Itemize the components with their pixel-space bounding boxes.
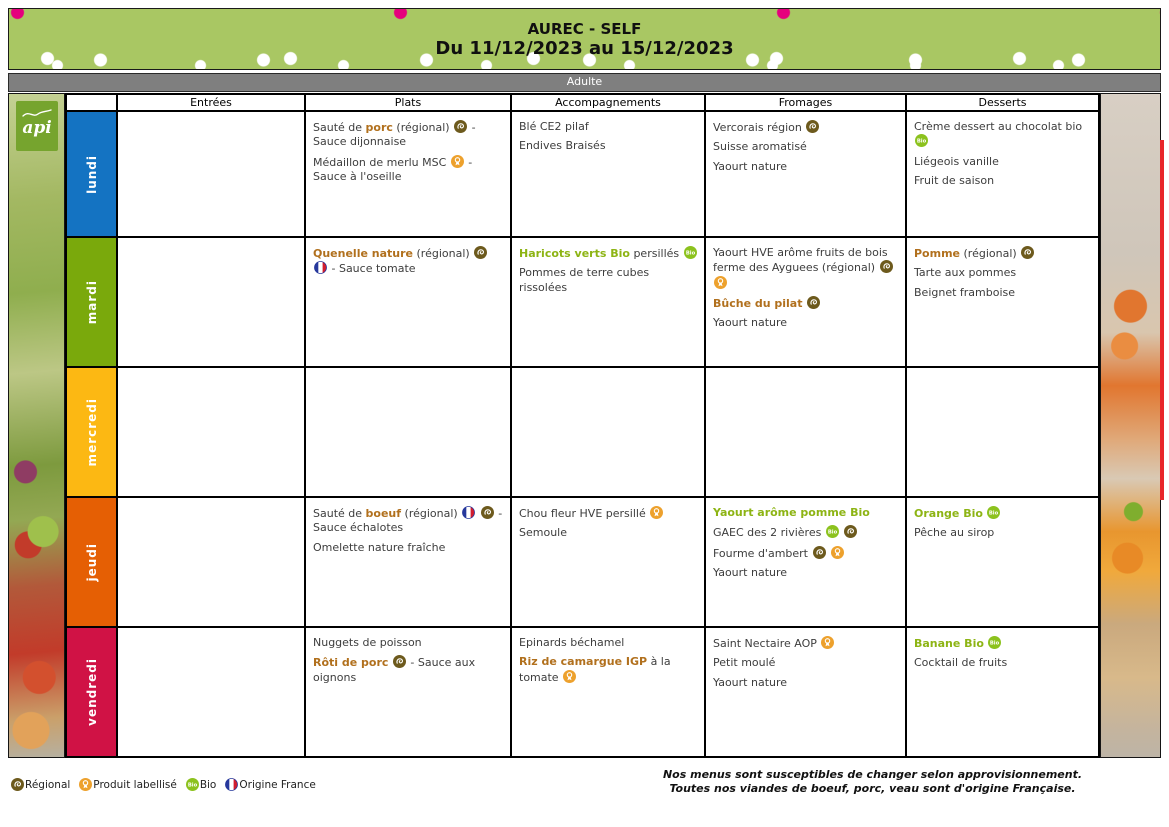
menu-cell-lundi-accompagnements xyxy=(511,111,705,237)
regional-icon xyxy=(11,778,24,791)
red-edge-line xyxy=(1160,140,1164,500)
dish-text: - Sauce aux oignons xyxy=(313,656,476,684)
dish-text: (régional) xyxy=(401,507,462,520)
menu-item xyxy=(313,636,504,650)
dish-text: Sauté de xyxy=(313,121,366,134)
dish-text: (régional) xyxy=(960,247,1021,260)
dish-name: Banane Bio xyxy=(914,637,984,650)
footer-note-line: Nos menus sont susceptibles de changer selon approvisionnement. xyxy=(662,768,1083,781)
dish-text: Beignet framboise xyxy=(914,285,1016,299)
dish-name: Quenelle nature xyxy=(313,247,413,260)
left-photo-strip xyxy=(8,93,65,758)
menu-item xyxy=(914,174,1092,188)
menu-cell-mardi-fromages xyxy=(705,237,906,367)
dish-text: Suisse aromatisé xyxy=(713,140,807,154)
dish-text: Yaourt nature xyxy=(713,159,788,173)
menu-cell-mercredi-accompagnements xyxy=(511,367,705,497)
menu-cell-jeudi-desserts xyxy=(906,497,1099,627)
dish-text: Semoule xyxy=(519,526,567,540)
column-header-accompagnements: Accompagnements xyxy=(511,94,705,111)
day-label: mardi xyxy=(84,279,99,325)
right-photo-strip xyxy=(1100,93,1161,758)
regional-icon xyxy=(844,525,857,538)
menu-item xyxy=(914,656,1092,670)
menu-cell-lundi-entrees xyxy=(117,111,305,237)
dish-text: Sauté de xyxy=(313,507,366,520)
dish-name: Orange Bio xyxy=(914,507,983,520)
menu-item xyxy=(713,546,899,561)
dish-text: persillés xyxy=(629,247,683,260)
day-label: lundi xyxy=(84,154,99,194)
menu-item xyxy=(519,120,698,134)
menu-item xyxy=(713,636,899,651)
menu-cell-vendredi-fromages xyxy=(705,627,906,757)
dish-text: Endives Braisés xyxy=(519,139,606,153)
day-label: jeudi xyxy=(84,542,99,582)
menu-cell-jeudi-plats xyxy=(305,497,511,627)
menu-item xyxy=(713,246,899,291)
dish-text: Epinards béchamel xyxy=(519,636,625,649)
regional-icon xyxy=(1021,246,1034,259)
footer-note-line: Toutes nos viandes de boeuf, porc, veau sont d'origine Française. xyxy=(669,782,1076,795)
legend-item-regional xyxy=(10,778,70,791)
menu-item xyxy=(914,155,1092,169)
menu-item xyxy=(914,246,1092,261)
column-header-desserts: Desserts xyxy=(906,94,1099,111)
menu-cell-mercredi-desserts xyxy=(906,367,1099,497)
legend-label: Produit labellisé xyxy=(93,778,177,791)
icon-legend xyxy=(10,778,324,791)
menu-item xyxy=(519,506,698,521)
bio-icon xyxy=(826,525,839,538)
day-label: mercredi xyxy=(84,397,99,467)
dish-name: boeuf xyxy=(365,507,402,520)
legend-label: Régional xyxy=(25,778,71,791)
legend-item-france xyxy=(224,778,315,791)
dish-text: - Sauce échalotes xyxy=(313,507,503,535)
legend-item-label xyxy=(78,778,177,791)
bio-icon xyxy=(915,134,928,147)
dish-text: Yaourt nature xyxy=(713,316,788,330)
regional-icon xyxy=(806,120,819,133)
menu-banner xyxy=(8,8,1161,70)
menu-cell-lundi-desserts xyxy=(906,111,1099,237)
dish-text: Tarte aux pommes xyxy=(914,266,1017,280)
regional-icon xyxy=(393,655,406,668)
column-header-plats: Plats xyxy=(305,94,511,111)
label-icon xyxy=(563,670,576,683)
dish-text: - Sauce dijonnaise xyxy=(313,121,476,149)
menu-item xyxy=(713,525,899,540)
menu-item xyxy=(914,266,1092,280)
dish-text xyxy=(840,526,844,539)
dish-text: Vercorais région xyxy=(713,121,806,134)
menu-item xyxy=(914,526,1092,540)
bio-icon xyxy=(684,246,697,259)
menu-item xyxy=(713,676,899,690)
dish-text: Omelette nature fraîche xyxy=(313,540,446,554)
dish-text: Petit moulé xyxy=(713,656,776,670)
menu-cell-mardi-desserts xyxy=(906,237,1099,367)
regional-icon xyxy=(481,506,494,519)
bio-icon xyxy=(987,506,1000,519)
label-icon xyxy=(714,276,727,289)
france-icon xyxy=(314,261,327,274)
menu-item xyxy=(713,160,899,174)
day-cell-vendredi xyxy=(66,627,117,757)
legend-label: Origine France xyxy=(239,778,316,791)
menu-cell-lundi-fromages xyxy=(705,111,906,237)
dish-name: Bûche du pilat xyxy=(713,296,803,310)
dish-text: Yaourt nature xyxy=(713,675,788,689)
menu-cell-vendredi-plats xyxy=(305,627,511,757)
dish-text: (régional) xyxy=(392,121,454,134)
menu-item xyxy=(713,120,899,135)
menu-cell-jeudi-entrees xyxy=(117,497,305,627)
dish-text xyxy=(827,547,831,560)
label-icon xyxy=(79,778,92,791)
corner-cell xyxy=(66,94,117,111)
menu-cell-jeudi-accompagnements xyxy=(511,497,705,627)
menu-item xyxy=(713,566,899,580)
menu-item xyxy=(713,506,899,520)
dish-name: Pomme xyxy=(914,247,961,260)
menu-item xyxy=(519,139,698,153)
legend-item-bio xyxy=(185,778,217,791)
dish-name: Yaourt arôme pomme Bio xyxy=(713,506,870,519)
menu-item xyxy=(713,656,899,670)
label-icon xyxy=(821,636,834,649)
menu-cell-lundi-plats xyxy=(305,111,511,237)
bio-icon xyxy=(186,778,199,791)
dish-text: Yaourt HVE arôme fruits de bois ferme des Ayguees (régional) xyxy=(713,246,888,275)
france-icon xyxy=(225,778,238,791)
menu-item xyxy=(313,155,504,185)
dish-text: (régional) xyxy=(413,247,474,260)
menu-table xyxy=(65,93,1100,758)
menu-cell-jeudi-fromages xyxy=(705,497,906,627)
dish-text: Médaillon de merlu MSC xyxy=(313,155,450,169)
label-icon xyxy=(650,506,663,519)
dish-text: Saint Nectaire AOP xyxy=(713,637,821,650)
menu-cell-mercredi-plats xyxy=(305,367,511,497)
dish-text: Crème dessert au chocolat bio xyxy=(914,120,1083,133)
regional-icon xyxy=(474,246,487,259)
menu-date-range: Du 11/12/2023 au 15/12/2023 xyxy=(435,38,734,59)
dish-text: Cocktail de fruits xyxy=(914,656,1008,670)
menu-cell-mercredi-fromages xyxy=(705,367,906,497)
day-label: vendredi xyxy=(84,658,99,726)
dish-name: Haricots verts Bio xyxy=(519,247,630,260)
regional-icon xyxy=(880,260,893,273)
dish-name: porc xyxy=(365,121,393,134)
label-icon xyxy=(831,546,844,559)
regional-icon xyxy=(454,120,467,133)
menu-item xyxy=(713,316,899,330)
bio-icon xyxy=(988,636,1001,649)
menu-item xyxy=(519,526,698,540)
menu-item xyxy=(914,286,1092,300)
dish-text xyxy=(803,297,807,310)
menu-item xyxy=(519,266,698,295)
menu-item xyxy=(914,120,1092,150)
day-cell-mardi xyxy=(66,237,117,367)
menu-item xyxy=(313,246,504,277)
menu-item xyxy=(914,506,1092,521)
api-logo-text: api xyxy=(22,118,52,138)
menu-cell-mardi-entrees xyxy=(117,237,305,367)
menu-item xyxy=(313,506,504,536)
dish-text: Pommes de terre cubes rissolées xyxy=(519,266,650,294)
dish-text: à la tomate xyxy=(519,655,671,684)
menu-item xyxy=(519,636,698,650)
legend-label: Bio xyxy=(199,778,217,791)
menu-item xyxy=(313,655,504,685)
menu-item xyxy=(914,636,1092,651)
dish-name: Riz de camargue IGP xyxy=(519,655,648,669)
column-header-fromages: Fromages xyxy=(705,94,906,111)
day-cell-mercredi xyxy=(66,367,117,497)
label-icon xyxy=(451,155,464,168)
dish-text xyxy=(983,507,987,520)
regional-icon xyxy=(813,546,826,559)
dish-text: Pêche au sirop xyxy=(914,526,995,540)
menu-item xyxy=(713,296,899,311)
menu-item xyxy=(519,655,698,685)
dish-text: Blé CE2 pilaf xyxy=(519,120,589,133)
footer-notes xyxy=(640,768,1105,796)
dish-text xyxy=(984,637,988,650)
dish-name: Rôti de porc xyxy=(313,656,389,670)
menu-cell-vendredi-entrees xyxy=(117,627,305,757)
menu-cell-vendredi-accompagnements xyxy=(511,627,705,757)
france-icon xyxy=(462,506,475,519)
menu-title: AUREC - SELF xyxy=(527,20,642,38)
day-cell-lundi xyxy=(66,111,117,237)
dish-text: - Sauce à l'oseille xyxy=(313,155,473,183)
dish-text xyxy=(476,507,480,520)
dish-text: Fruit de saison xyxy=(914,173,995,187)
dish-text: Chou fleur HVE persillé xyxy=(519,507,650,520)
menu-item xyxy=(313,541,504,555)
column-header-entrees: Entrées xyxy=(117,94,305,111)
dish-text xyxy=(388,656,392,669)
api-logo xyxy=(16,101,58,151)
menu-cell-vendredi-desserts xyxy=(906,627,1099,757)
dish-text: Liégeois vanille xyxy=(914,154,999,168)
menu-content xyxy=(8,93,1161,758)
dish-text: - Sauce tomate xyxy=(328,262,416,276)
day-cell-jeudi xyxy=(66,497,117,627)
dish-text: Nuggets de poisson xyxy=(313,636,422,649)
dish-text: Fourme d'ambert xyxy=(713,546,812,560)
group-bar: Adulte xyxy=(8,73,1161,92)
dish-text: GAEC des 2 rivières xyxy=(713,526,825,540)
dish-text: Yaourt nature xyxy=(713,565,788,579)
menu-cell-mardi-plats xyxy=(305,237,511,367)
menu-item xyxy=(313,120,504,150)
menu-item xyxy=(519,246,698,261)
menu-item xyxy=(713,140,899,154)
menu-cell-mardi-accompagnements xyxy=(511,237,705,367)
menu-cell-mercredi-entrees xyxy=(117,367,305,497)
regional-icon xyxy=(807,296,820,309)
